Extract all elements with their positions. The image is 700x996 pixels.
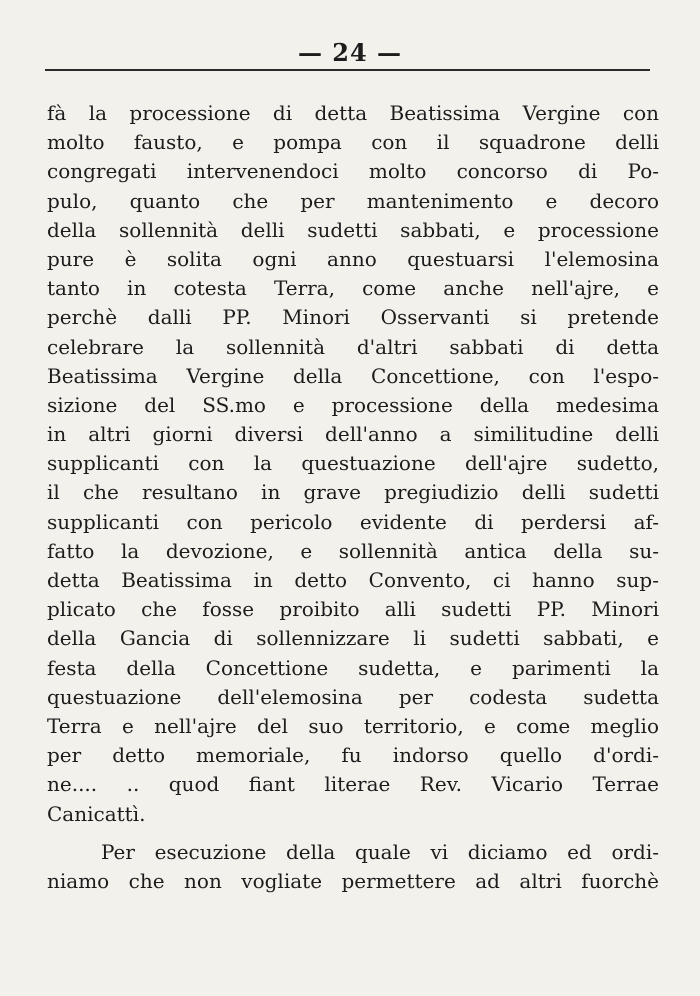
text-line: Beatissima Vergine della Concettione, con l'espo-: [47, 363, 659, 388]
text-line: fatto la devozione, e sollennità antica della su-: [47, 538, 659, 563]
header-rule: [45, 69, 650, 71]
text-line: Terra e nell'ajre del suo territorio, e come meglio: [47, 713, 659, 738]
page-number: — 24 —: [297, 38, 403, 67]
text-line: molto fausto, e pompa con il squadrone delli: [47, 130, 659, 155]
text-line: ne.... .. quod fiant literae Rev. Vicario Terrae: [47, 772, 659, 797]
text-line: plicato che fosse proibito alli sudetti PP. Minori: [47, 597, 659, 622]
text-line: fà la processione di detta Beatissima Vergine con: [47, 101, 659, 125]
text-line: perchè dalli PP. Minori Osservanti si pretende: [47, 305, 659, 330]
paragraph-gap: [47, 829, 659, 838]
body-text: [47, 99, 659, 896]
text-line: sizione del SS.mo e processione della medesima: [47, 392, 659, 417]
text-line: festa della Concettione sudetta, e parimenti la: [47, 655, 659, 680]
text-line: tanto in cotesta Terra, come anche nell'ajre, e: [47, 276, 659, 301]
text-line: in altri giorni diversi dell'anno a similitudine delli: [47, 422, 659, 447]
text-line: detta Beatissima in detto Convento, ci hanno sup-: [47, 568, 659, 592]
text-line: Per esecuzione della quale vi diciamo ed ordi-: [101, 839, 659, 864]
text-line: della Gancia di sollennizzare li sudetti sabbati, e: [47, 626, 659, 651]
text-line: celebrare la sollennità d'altri sabbati di detta: [47, 334, 659, 359]
text-line: pulo, quanto che per mantenimento e decoro: [47, 188, 659, 213]
text-line: congregati intervenendoci molto concorso di Po-: [47, 159, 659, 184]
text-line: questuazione dell'elemosina per codesta sudetta: [47, 684, 659, 709]
text-line: il che resultano in grave pregiudizio delli sudetti: [47, 480, 659, 505]
text-line: per detto memoriale, fu indorso quello d'ordi-: [47, 743, 659, 768]
paragraph: [47, 99, 659, 829]
text-line: supplicanti con pericolo evidente di perdersi af-: [47, 509, 659, 534]
text-line: della sollennità delli sudetti sabbati, e processione: [47, 217, 659, 242]
text-line: niamo che non vogliate permettere ad altri fuorchè: [47, 868, 659, 893]
text-line: supplicanti con la questuazione dell'ajre sudetto,: [47, 451, 659, 476]
text-line: Canicattì.: [47, 801, 146, 826]
paragraph: [47, 838, 659, 896]
text-line: pure è solita ogni anno questuarsi l'elemosina: [47, 246, 659, 271]
